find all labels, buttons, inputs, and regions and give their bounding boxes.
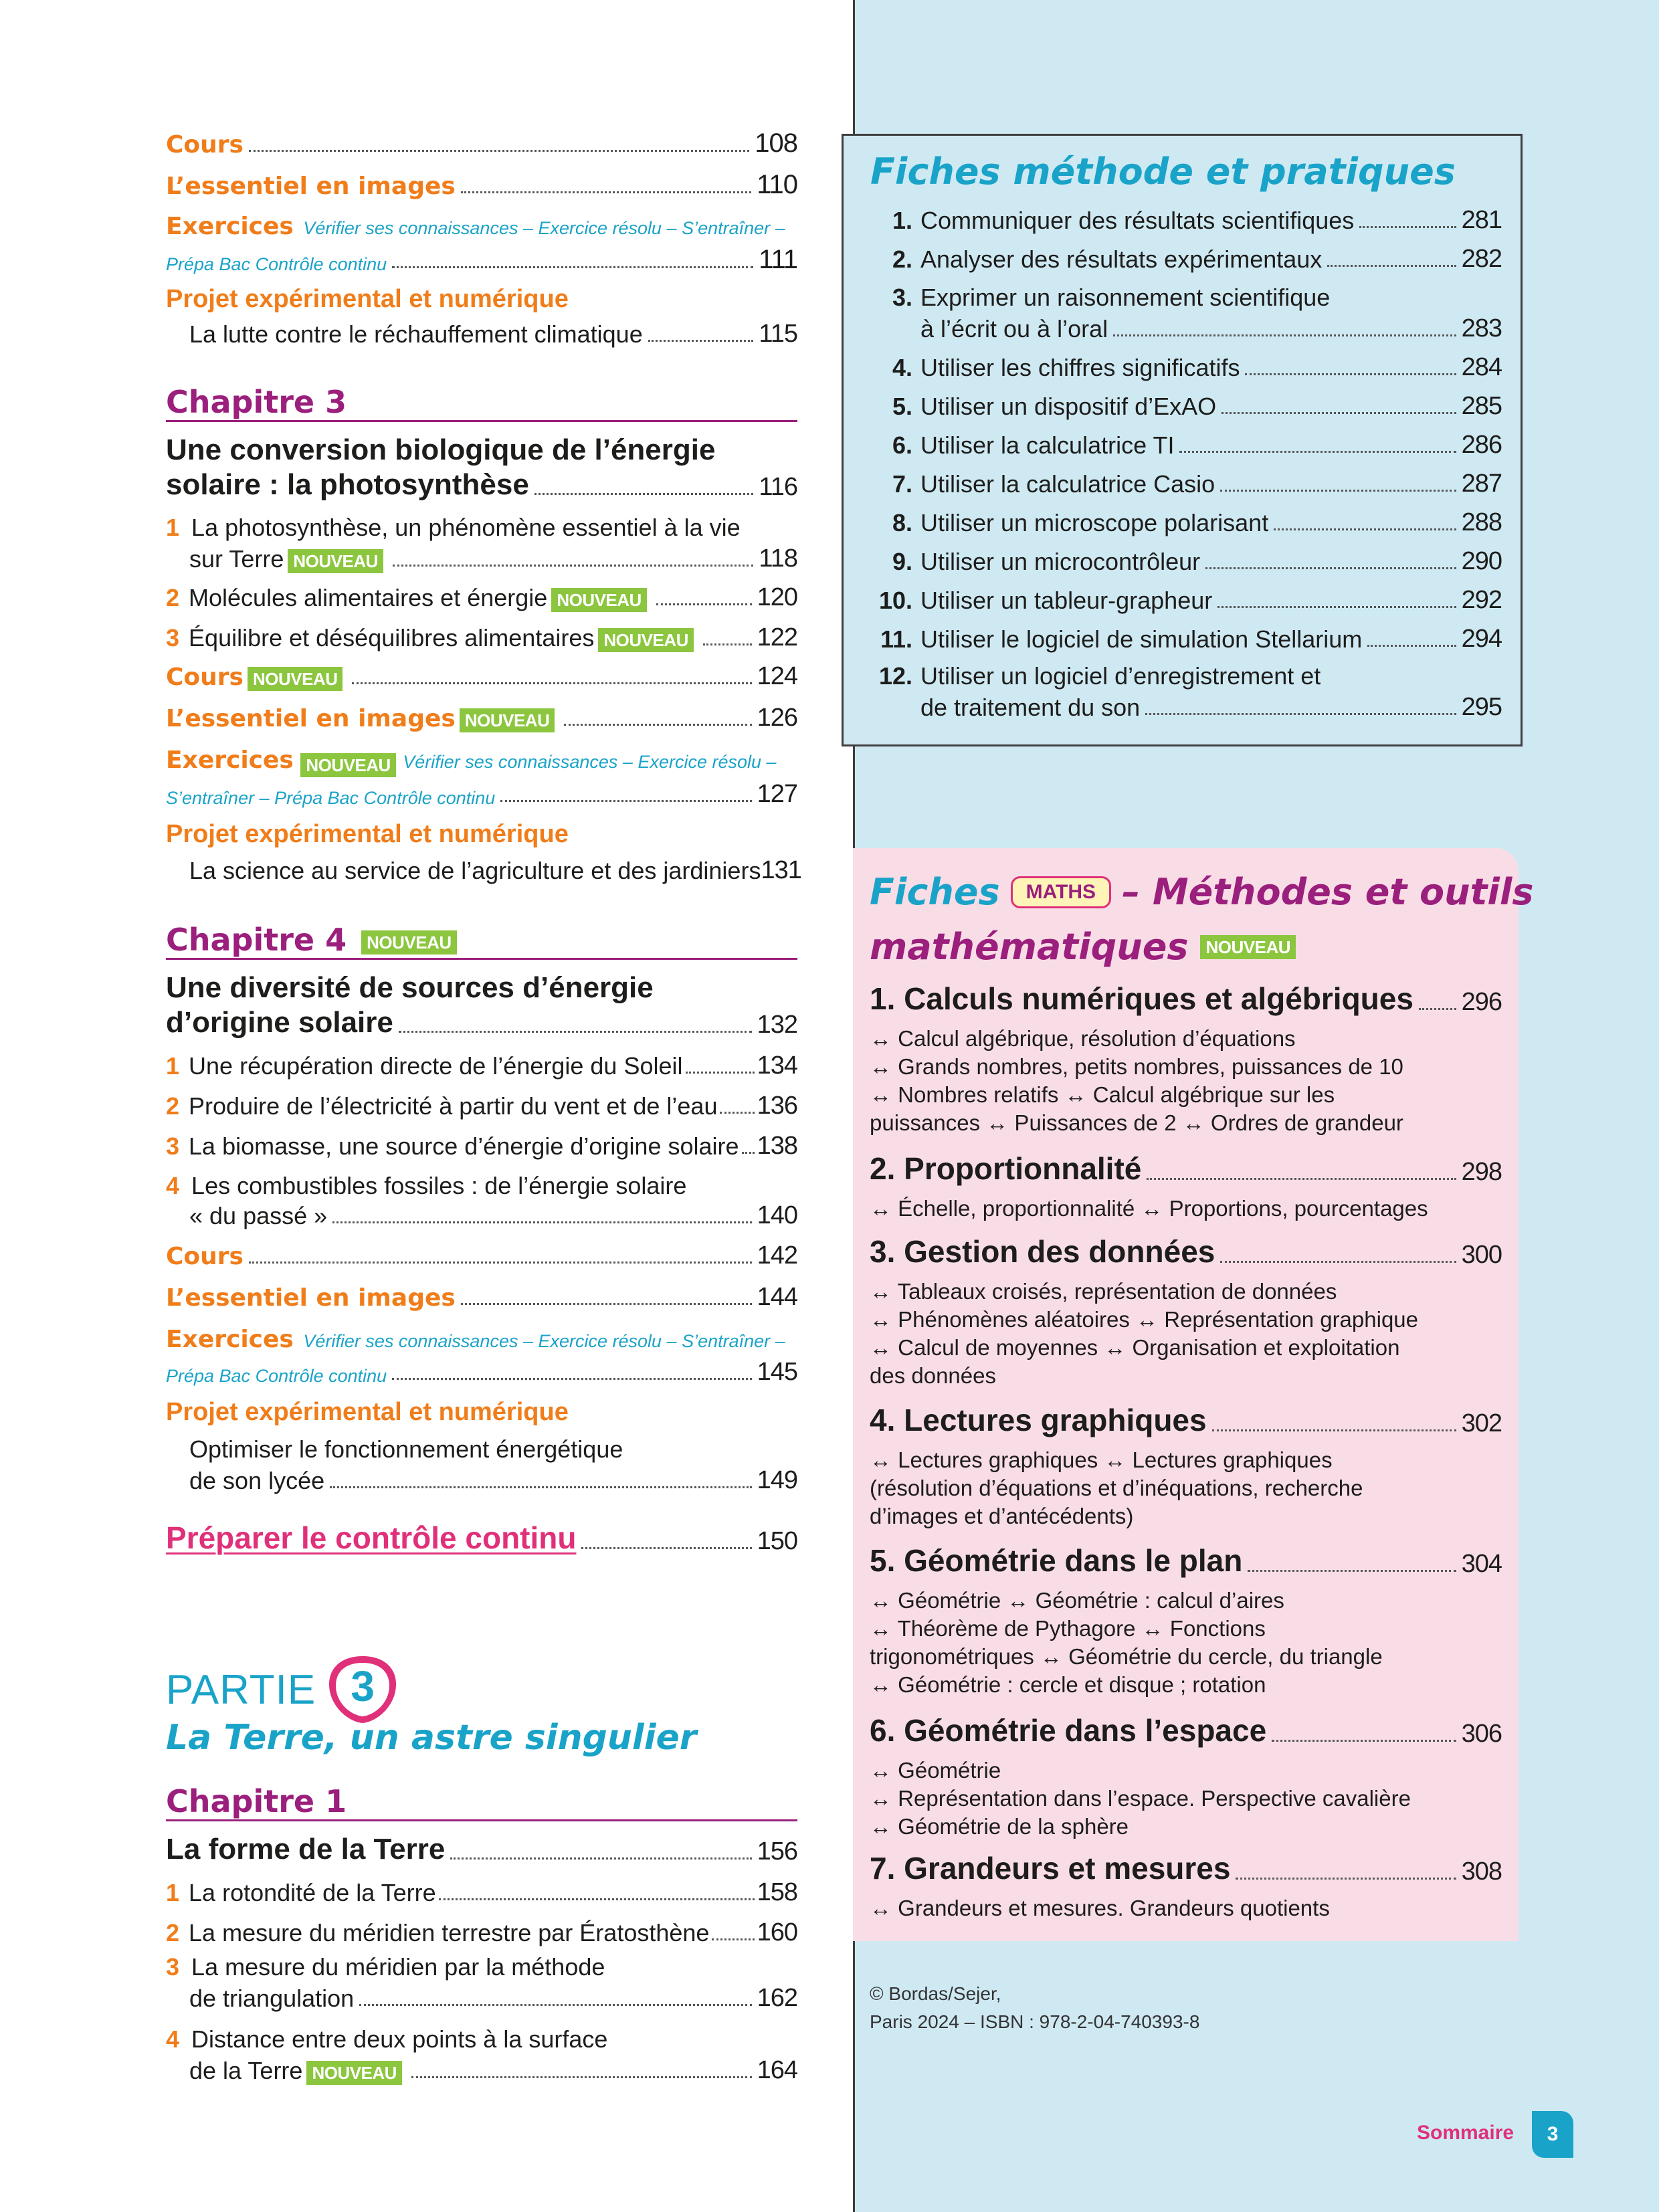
page-number: 285 [1461,392,1502,420]
page-number: 138 [757,1132,797,1160]
chapter-title-line2[interactable] [166,1006,797,1039]
maths-section-title: 2. Proportionnalité [870,1151,1142,1186]
page-number: 122 [757,623,797,651]
chapter-item[interactable] [166,2025,607,2053]
page-number: 142 [757,1241,797,1270]
maths-subtopic: (résolution d’équations et d’inéquations, recherche [870,1476,1363,1500]
fiche-methode-item[interactable] [870,431,1502,460]
maths-section-title: 1. Calculs numériques et algébriques [870,981,1413,1016]
item-number: 2 [166,1092,180,1120]
item-label: Molécules alimentaires et énergie [189,584,548,611]
maths-section[interactable] [870,1233,1502,1270]
page-number: 296 [1461,988,1502,1016]
copyright-line1: © Bordas/Sejer, [870,1983,1001,2004]
page-number: 302 [1461,1409,1502,1437]
item-label: Utiliser le logiciel de simulation Stellarium [920,625,1363,653]
page-number: 132 [757,1011,797,1039]
maths-section[interactable] [870,981,1502,1017]
nouveau-badge: NOUVEAU [361,930,457,954]
chapter-item-line2[interactable] [189,544,797,573]
page-number: 111 [759,245,797,274]
fiche-methode-item[interactable] [870,662,1502,690]
item-label: La rotondité de la Terre [189,1879,436,1906]
item-label: de triangulation [189,1985,355,2012]
item-label: Utiliser la calculatrice Casio [920,470,1215,498]
page-number: 134 [757,1051,797,1080]
page-number: 288 [1461,508,1502,536]
page-number: 281 [1461,206,1502,234]
item-label: Utiliser un tableur-grapheur [920,587,1213,614]
item-label: La photosynthèse, un phénomène essentiel à la vie [191,514,741,541]
item-number: 3 [166,624,180,651]
page-number: 116 [759,473,797,501]
page-number: 136 [757,1092,797,1120]
toc-cours[interactable] [166,1241,797,1270]
toc-exercices-line2[interactable] [166,245,797,275]
page-number: 124 [757,662,797,690]
chapter-title-line1: Une diversité de sources d’énergie [166,971,654,1004]
item-number: 4 [166,2025,180,2053]
exercices-sub: Prépa Bac Contrôle continu [166,1366,387,1386]
chapter-heading-text: Chapitre 4 [166,922,347,958]
item-label: « du passé » [189,1202,328,1229]
nouveau-badge: NOUVEAU [460,708,555,732]
page-number: 158 [757,1878,797,1906]
partie-number-badge [325,1652,400,1727]
fiche-methode-item[interactable] [870,470,1502,498]
exercices-sub: Vérifier ses connaissances – Exercice résolu – [403,752,777,772]
chapter-underline [166,1819,797,1821]
fiche-methode-item[interactable] [870,206,1502,235]
item-label: Communiquer des résultats scientifiques [920,207,1355,234]
toc-essentiel[interactable] [166,1283,797,1312]
maths-subtopic: ↔ Géométrie : cercle et disque ; rotation [870,1672,1266,1697]
maths-section-title: 3. Gestion des données [870,1234,1215,1269]
fiches-methode-title: Fiches méthode et pratiques [870,150,1456,193]
item-label: La mesure du méridien par la méthode [191,1953,605,1981]
partie-title: La Terre, un astre singulier [166,1718,697,1758]
page-number: 108 [755,128,797,158]
fiche-methode-item[interactable] [870,245,1502,274]
toc-label: Exercices [166,1326,294,1353]
item-label: Utiliser un dispositif d’ExAO [920,393,1217,420]
chapter-item[interactable] [166,623,797,652]
toc-cours[interactable] [166,128,797,159]
item-number: 5. [892,393,912,420]
toc-projet[interactable] [166,285,569,314]
item-label: de la Terre [189,2057,303,2084]
page-number: 290 [1461,547,1502,575]
footer-page-number: 3 [1532,2111,1573,2158]
nouveau-badge: NOUVEAU [300,753,396,777]
footer-label: Sommaire [1417,2122,1515,2144]
item-number: 2. [892,245,912,273]
chapter-title-line[interactable] [166,1833,797,1866]
nouveau-badge: NOUVEAU [288,549,383,573]
toc-exercices-line1[interactable] [166,213,785,240]
fiches-maths-title-word: mathématiques [870,926,1189,968]
fiche-methode-item[interactable] [870,392,1502,421]
page-number: 282 [1461,245,1502,273]
item-label: Équilibre et déséquilibres alimentaires [189,624,595,651]
maths-tag: MATHS [1011,876,1111,908]
copyright-line2: Paris 2024 – ISBN : 978-2-04-740393-8 [870,2011,1200,2032]
toc-exercices-line2[interactable] [166,1358,797,1387]
item-number: 1 [166,1052,180,1080]
nouveau-badge: NOUVEAU [1200,935,1296,959]
chapter-item[interactable] [166,583,797,612]
page-number: 304 [1461,1550,1502,1578]
maths-section-title: 6. Géométrie dans l’espace [870,1713,1267,1748]
item-number: 1 [166,1879,180,1906]
toc-label: Projet expérimental et numérique [166,1398,569,1426]
item-number: 3. [892,284,912,311]
fiche-methode-item[interactable] [870,547,1502,576]
toc-label: Cours [166,131,243,159]
fiche-methode-item[interactable] [870,508,1502,537]
copyright [870,1980,1199,2036]
chapter-title-line1: Une conversion biologique de l’énergie [166,433,716,466]
page-number: 294 [1461,625,1502,653]
chapter-item[interactable] [166,514,741,542]
maths-section-title: 7. Grandeurs et mesures [870,1851,1231,1886]
maths-subtopic: puissances ↔ Puissances de 2 ↔ Ordres de grandeur [870,1110,1403,1135]
item-label: Utiliser un microcontrôleur [920,548,1201,575]
chapter-underline [166,420,797,422]
chapter-item[interactable] [166,1092,797,1120]
item-number: 8. [892,509,912,536]
maths-section[interactable] [870,1542,1502,1579]
chapter-title: d’origine solaire [166,1006,393,1039]
nouveau-badge: NOUVEAU [551,588,647,612]
item-label: La mesure du méridien terrestre par Ératosthène [189,1919,710,1946]
toc-label: Projet expérimental et numérique [166,285,569,313]
page-number: 140 [757,1201,797,1229]
page-number: 292 [1461,586,1502,614]
item-number: 7. [892,470,912,498]
item-number: 2 [166,1919,180,1946]
page-number: 118 [759,544,797,573]
chapter-item[interactable] [166,1878,797,1907]
item-label: La biomasse, une source d’énergie d’origine solaire [189,1132,739,1160]
fiche-methode-item[interactable] [870,625,1502,653]
item-label: de traitement du son [920,694,1141,721]
page-number: 162 [757,1984,797,2012]
page-number: 298 [1461,1158,1502,1186]
fiche-methode-item-line2[interactable] [912,314,1502,343]
item-label: Produire de l’électricité à partir du vent et de l’eau [189,1092,718,1120]
maths-subtopic: ↔ Grandeurs et mesures. Grandeurs quotients [870,1896,1330,1920]
partie-number: 3 [351,1662,375,1710]
page-number: 145 [757,1358,797,1386]
toc-label: La science au service de l’agriculture et des jardiniers [189,857,761,884]
item-label: Utiliser un logiciel d’enregistrement et [920,662,1321,690]
item-label: Utiliser un microscope polarisant [920,509,1269,536]
item-number: 1 [166,514,180,541]
page-number: 308 [1461,1857,1502,1886]
item-label: Analyser des résultats expérimentaux [920,245,1323,273]
chapter-item[interactable] [166,1918,797,1947]
toc-projet-desc-line1: Optimiser le fonctionnement énergétique [189,1435,623,1463]
page-number: 295 [1461,693,1502,721]
chapter-title: solaire : la photosynthèse [166,468,529,501]
toc-controle-continu[interactable] [166,1520,797,1556]
page-number: 287 [1461,470,1502,498]
maths-subtopic: ↔ Phénomènes aléatoires ↔ Représentation graphique [870,1307,1419,1332]
toc-projet-desc[interactable] [189,1466,797,1495]
maths-section[interactable] [870,1402,1502,1438]
toc-projet-desc[interactable] [189,320,797,348]
maths-subtopic: des données [870,1363,996,1388]
item-label: Utiliser la calculatrice TI [920,431,1175,459]
fiches-word: Fiches [870,871,1000,913]
maths-subtopic: ↔ Géométrie [870,1758,1001,1783]
fiche-methode-item[interactable] [870,353,1502,382]
maths-section-title: 5. Géométrie dans le plan [870,1543,1243,1578]
nouveau-badge: NOUVEAU [598,628,694,652]
item-label: Une récupération directe de l’énergie du Soleil [189,1052,683,1080]
chapter-underline [166,958,797,960]
toc-label: Cours [166,1243,243,1270]
exercices-sub: Prépa Bac Contrôle continu [166,254,387,274]
item-label: Les combustibles fossiles : de l’énergie solaire [191,1172,687,1199]
fiche-methode-item-line2[interactable] [912,693,1502,722]
item-number: 4. [892,354,912,381]
item-number: 10. [878,587,912,614]
toc-label: La lutte contre le réchauffement climatique [189,320,643,348]
item-number: 12. [878,662,912,690]
chapter-title: La forme de la Terre [166,1833,446,1866]
controle-link[interactable]: Préparer le contrôle continu [166,1520,577,1555]
toc-label: L’essentiel en images [166,705,456,732]
page-number: 286 [1461,431,1502,459]
item-number: 1. [892,207,912,234]
partie-heading [166,1652,400,1727]
maths-subtopic: ↔ Calcul de moyennes ↔ Organisation et exploitation [870,1335,1400,1360]
chapter-title-line2[interactable] [166,468,797,502]
maths-subtopic: trigonométriques ↔ Géométrie du cercle, du triangle [870,1644,1383,1669]
toc-projet[interactable] [166,820,569,849]
chapter-item-line2[interactable] [189,1984,797,2013]
maths-subtopic: ↔ Lectures graphiques ↔ Lectures graphiques [870,1447,1333,1472]
chapter-item[interactable] [166,1051,797,1080]
exercices-sub: S’entraîner – Prépa Bac Contrôle continu [166,788,496,808]
chapter-item-line2[interactable] [189,1201,797,1230]
fiche-methode-item[interactable] [870,586,1502,615]
item-label: sur Terre [189,545,284,573]
chapter-item-line2[interactable] [189,2056,797,2085]
fiche-methode-item[interactable] [870,284,1502,312]
toc-label: Cours [166,664,243,691]
page-number: 283 [1461,314,1502,342]
toc-essentiel[interactable] [166,704,797,732]
page-number: 150 [757,1527,797,1555]
item-number: 11. [880,625,912,653]
exercices-sub: Vérifier ses connaissances – Exercice résolu – S’entraîner – [303,218,785,238]
maths-subtopic: ↔ Nombres relatifs ↔ Calcul algébrique sur les [870,1082,1335,1107]
item-label: Utiliser les chiffres significatifs [920,354,1240,381]
page-number: 156 [757,1837,797,1866]
page-number: 149 [757,1466,797,1494]
fiches-maths-title-line2 [870,926,1300,968]
maths-subtopic: ↔ Échelle, proportionnalité ↔ Proportions, pourcentages [870,1196,1428,1221]
page-number: 127 [757,780,797,808]
maths-subtopic: ↔ Représentation dans l’espace. Perspective cavalière [870,1786,1411,1811]
partie-word: PARTIE [166,1666,316,1713]
toc-cours[interactable] [166,662,797,691]
page-number: 126 [757,704,797,732]
maths-subtopic: ↔ Géométrie ↔ Géométrie : calcul d’aires [870,1588,1284,1613]
toc-label: Exercices [166,213,294,240]
maths-section[interactable] [870,1850,1502,1886]
maths-section[interactable] [870,1712,1502,1748]
item-number: 9. [892,548,912,575]
page-number: 144 [757,1283,797,1311]
nouveau-badge: NOUVEAU [306,2061,402,2085]
item-label: Distance entre deux points à la surface [191,2025,608,2053]
page-number: 164 [757,2056,797,2084]
maths-section[interactable] [870,1150,1502,1187]
maths-subtopic: ↔ Grands nombres, petits nombres, puissances de 10 [870,1054,1403,1079]
chapter-item[interactable] [166,1953,605,1981]
item-number: 2 [166,584,180,611]
page-number: 306 [1461,1720,1502,1748]
item-number: 3 [166,1132,180,1160]
toc-label: de son lycée [189,1467,325,1494]
toc-label: L’essentiel en images [166,1284,456,1312]
chapter-item[interactable] [166,1132,797,1161]
fiches-maths-title-rest: – Méthodes et outils [1122,871,1534,913]
item-number: 3 [166,1953,180,1981]
toc-label: Projet expérimental et numérique [166,820,569,848]
toc-exercices-line1[interactable] [166,746,777,777]
page-number: 131 [761,856,801,884]
page-number: 120 [757,583,797,611]
maths-subtopic: ↔ Tableaux croisés, représentation de données [870,1279,1337,1304]
chapter-heading: Chapitre 3 [166,384,347,420]
page-number: 110 [757,170,797,199]
maths-subtopic: d’images et d’antécédents) [870,1504,1134,1528]
toc-label: L’essentiel en images [166,173,456,200]
toc-exercices-line2[interactable] [166,780,797,809]
maths-subtopic: ↔ Calcul algébrique, résolution d’équations [870,1026,1296,1051]
toc-essentiel[interactable] [166,170,797,200]
item-label: à l’écrit ou à l’oral [920,315,1108,342]
chapter-heading: Chapitre 1 [166,1783,347,1819]
toc-projet-desc[interactable] [189,856,801,885]
page-number: 300 [1461,1241,1502,1269]
chapter-item[interactable] [166,1172,686,1200]
page-number: 160 [757,1918,797,1946]
maths-section-title: 4. Lectures graphiques [870,1403,1207,1437]
chapter-heading [166,922,461,958]
fiches-maths-title [870,871,1534,913]
item-number: 6. [892,431,912,459]
nouveau-badge: NOUVEAU [248,667,343,691]
item-label: Exprimer un raisonnement scientifique [920,284,1331,311]
exercices-sub: Vérifier ses connaissances – Exercice résolu – S’entraîner – [303,1331,785,1351]
toc-exercices-line1[interactable] [166,1326,785,1353]
maths-subtopic: ↔ Géométrie de la sphère [870,1814,1129,1839]
maths-subtopic: ↔ Théorème de Pythagore ↔ Fonctions [870,1616,1266,1641]
toc-projet[interactable] [166,1398,569,1427]
item-number: 4 [166,1172,180,1199]
page-number: 115 [759,320,797,348]
toc-label: Exercices [166,746,294,774]
page-number: 284 [1461,353,1502,381]
